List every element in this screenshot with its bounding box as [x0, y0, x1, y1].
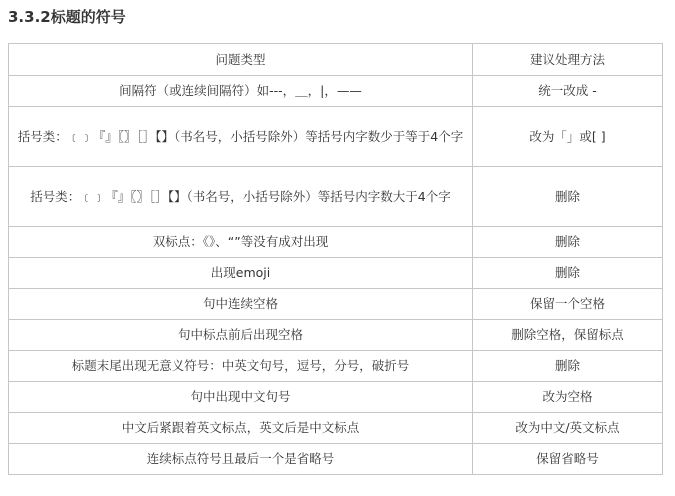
table-row — [9, 167, 663, 227]
header-problem-type: 问题类型 — [9, 44, 473, 76]
table-header-row — [9, 44, 663, 76]
table-row — [9, 258, 663, 289]
symbol-rules-table — [8, 43, 663, 475]
table-row — [9, 444, 663, 475]
problem-type-cell: 括号类：﹝﹞『』〖〗［］【】（书名号，小括号除外）等括号内字数少于等于4个字 — [9, 107, 473, 167]
method-cell: 改为「」或[ ] — [473, 107, 663, 167]
method-cell: 保留省略号 — [473, 444, 663, 475]
problem-type-cell: 间隔符（或连续间隔符）如---，＿，|，—— — [9, 76, 473, 107]
method-cell: 删除空格，保留标点 — [473, 320, 663, 351]
method-cell: 删除 — [473, 167, 663, 227]
method-cell: 保留一个空格 — [473, 289, 663, 320]
section-heading: 3.3.2标题的符号 — [8, 8, 126, 26]
table-row — [9, 320, 663, 351]
problem-type-cell: 标题末尾出现无意义符号：中英文句号，逗号，分号，破折号 — [9, 351, 473, 382]
table-row — [9, 382, 663, 413]
problem-type-cell: 连续标点符号且最后一个是省略号 — [9, 444, 473, 475]
table-row — [9, 107, 663, 167]
table-row — [9, 351, 663, 382]
method-cell: 删除 — [473, 227, 663, 258]
method-cell: 删除 — [473, 351, 663, 382]
problem-type-cell: 出现emoji — [9, 258, 473, 289]
problem-type-cell: 句中连续空格 — [9, 289, 473, 320]
table-row — [9, 76, 663, 107]
table-row — [9, 227, 663, 258]
method-cell: 改为空格 — [473, 382, 663, 413]
table-row — [9, 289, 663, 320]
method-cell: 改为中文/英文标点 — [473, 413, 663, 444]
header-suggested-method: 建议处理方法 — [473, 44, 663, 76]
problem-type-cell: 括号类：﹝﹞『』〖〗［］【】（书名号，小括号除外）等括号内字数大于4个字 — [9, 167, 473, 227]
problem-type-cell: 双标点：《》、“”等没有成对出现 — [9, 227, 473, 258]
table-row — [9, 413, 663, 444]
problem-type-cell: 句中标点前后出现空格 — [9, 320, 473, 351]
method-cell: 删除 — [473, 258, 663, 289]
method-cell: 统一改成 - — [473, 76, 663, 107]
problem-type-cell: 句中出现中文句号 — [9, 382, 473, 413]
problem-type-cell: 中文后紧跟着英文标点，英文后是中文标点 — [9, 413, 473, 444]
